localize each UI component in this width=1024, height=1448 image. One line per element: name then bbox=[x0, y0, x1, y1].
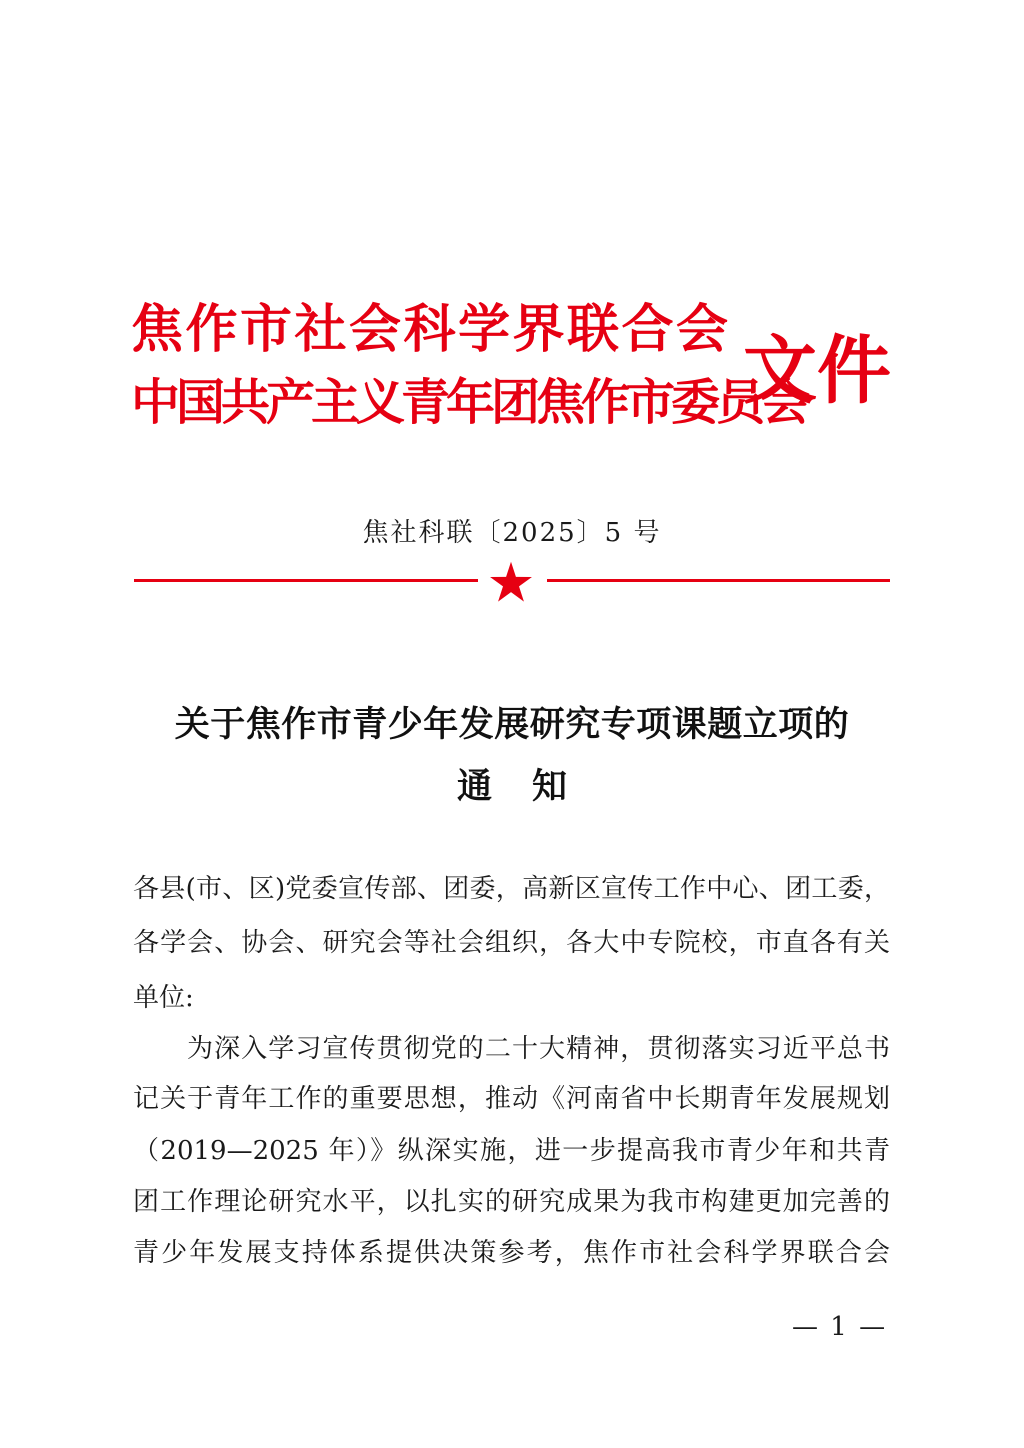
body-line: （2019—2025 年）》纵深实施，进一步提高我市青少年和共青 bbox=[133, 1136, 890, 1166]
separator-rule-right bbox=[547, 579, 890, 582]
page-number: — 1 — bbox=[792, 1312, 888, 1342]
body-line: 记关于青年工作的重要思想，推动《河南省中长期青年发展规划 bbox=[133, 1084, 890, 1114]
body-line: 各县(市、区)党委宣传部、团委，高新区宣传工作中心、团工委， bbox=[133, 874, 890, 904]
issuer-org-2: 中国共产主义青年团焦作市委员会 bbox=[131, 374, 807, 431]
document-type-label: 文件 bbox=[743, 328, 891, 414]
star-icon bbox=[489, 560, 533, 604]
issuer-header bbox=[131, 300, 901, 450]
body-line: 单位: bbox=[133, 983, 194, 1013]
document-title-line-2: 通知 bbox=[456, 767, 607, 807]
body-line: 各学会、协会、研究会等社会组织，各大中专院校，市直各有关 bbox=[133, 928, 890, 958]
document-title-line-1: 关于焦作市青少年发展研究专项课题立项的 bbox=[174, 705, 850, 745]
document-number: 焦社科联〔2025〕5 号 bbox=[362, 518, 662, 548]
separator-rule-left bbox=[134, 579, 478, 582]
body-line: 青少年发展支持体系提供决策参考，焦作市社会科学界联合会 bbox=[133, 1238, 890, 1268]
body-line: 为深入学习宣传贯彻党的二十大精神，贯彻落实习近平总书 bbox=[187, 1034, 890, 1064]
body-line: 团工作理论研究水平，以扎实的研究成果为我市构建更加完善的 bbox=[133, 1187, 890, 1217]
issuer-org-1: 焦作市社会科学界联合会 bbox=[131, 300, 731, 360]
